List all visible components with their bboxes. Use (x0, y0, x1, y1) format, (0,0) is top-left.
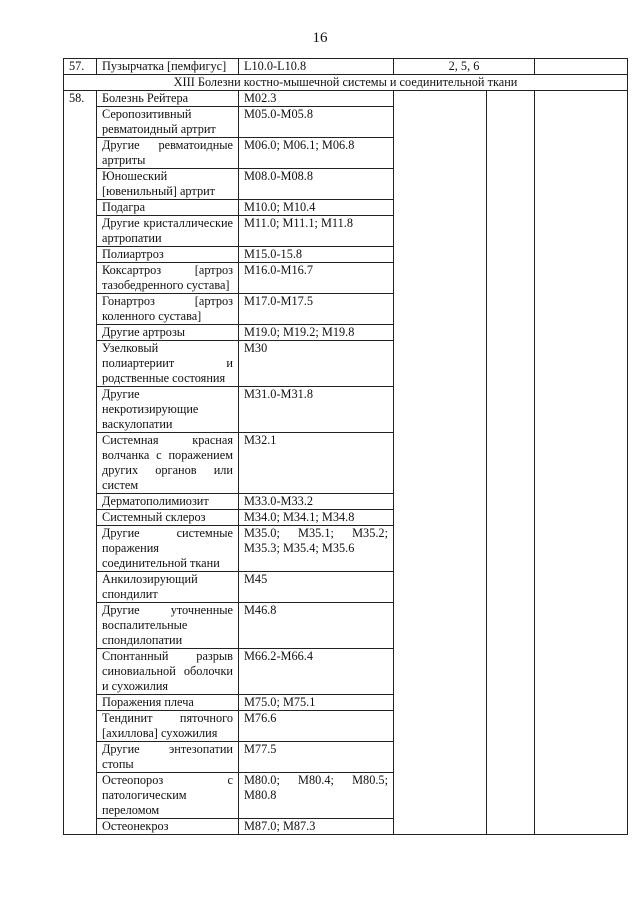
row-number: 57. (64, 59, 97, 75)
icd-codes: M34.0; M34.1; M34.8 (239, 510, 394, 526)
disease-name: Другие артрозы (97, 325, 239, 341)
disease-name: Дерматополимиозит (97, 494, 239, 510)
icd-codes: M19.0; M19.2; M19.8 (239, 325, 394, 341)
icd-codes: M80.0; M80.4; M80.5; M80.8 (239, 773, 394, 819)
disease-name: Другие кристаллические артропатии (97, 216, 239, 247)
icd-codes: M30 (239, 341, 394, 387)
icd-codes: M31.0-M31.8 (239, 387, 394, 433)
disease-name: Другие системные поражения соединительной ткани (97, 526, 239, 572)
row-number: 58. (64, 91, 97, 835)
icd-codes: M10.0; M10.4 (239, 200, 394, 216)
disease-name: Системная красная волчанка с поражением других органов или систем (97, 433, 239, 494)
icd-codes: M15.0-15.8 (239, 247, 394, 263)
disease-name: Анкилозирующий спондилит (97, 572, 239, 603)
disease-name: Узелковый полиартериит и родственные состояния (97, 341, 239, 387)
disease-name: Остеонекроз (97, 819, 239, 835)
disease-name: Другие энтезопатии стопы (97, 742, 239, 773)
icd-codes: M66.2-M66.4 (239, 649, 394, 695)
disease-name: Тендинит пяточного [ахиллова] сухожилия (97, 711, 239, 742)
disease-name: Юношеский [ювенильный] артрит (97, 169, 239, 200)
extra-values: 2, 5, 6 (394, 59, 535, 75)
icd-codes: M17.0-M17.5 (239, 294, 394, 325)
disease-name: Подагра (97, 200, 239, 216)
disease-name: Полиартроз (97, 247, 239, 263)
disease-name: Спонтанный разрыв синовиальной оболочки и сухожилия (97, 649, 239, 695)
disease-table (63, 58, 628, 835)
empty-column-f (487, 91, 535, 835)
disease-name: Другие некротизирующие васкулопатии (97, 387, 239, 433)
disease-name: Другие уточненные воспалительные спондилопатии (97, 603, 239, 649)
disease-name: Другие ревматоидные артриты (97, 138, 239, 169)
icd-codes: M87.0; M87.3 (239, 819, 394, 835)
icd-codes: L10.0-L10.8 (239, 59, 394, 75)
disease-name: Остеопороз с патологическим переломом (97, 773, 239, 819)
page-number: 16 (312, 30, 328, 46)
icd-codes: M32.1 (239, 433, 394, 494)
icd-codes: M46.8 (239, 603, 394, 649)
icd-codes: M33.0-M33.2 (239, 494, 394, 510)
section-title: XIII Болезни костно-мышечной системы и соединительной ткани (64, 75, 628, 91)
icd-codes: M02.3 (239, 91, 394, 107)
disease-name: Серопозитивный ревматоидный артрит (97, 107, 239, 138)
empty-column-g (535, 91, 628, 835)
icd-codes: M35.0; M35.1; M35.2; M35.3; M35.4; M35.6 (239, 526, 394, 572)
icd-codes: M45 (239, 572, 394, 603)
icd-codes: M77.5 (239, 742, 394, 773)
disease-name: Болезнь Рейтера (97, 91, 239, 107)
icd-codes: M06.0; M06.1; M06.8 (239, 138, 394, 169)
disease-name: Коксартроз [артроз тазобедренного сустава] (97, 263, 239, 294)
icd-codes: M11.0; M11.1; M11.8 (239, 216, 394, 247)
table-row-57 (64, 59, 628, 75)
disease-name: Пузырчатка [пемфигус] (97, 59, 239, 75)
disease-name: Системный склероз (97, 510, 239, 526)
icd-codes: M08.0-M08.8 (239, 169, 394, 200)
table-row (64, 91, 628, 107)
icd-codes: M76.6 (239, 711, 394, 742)
disease-name: Гонартроз [артроз коленного сустава] (97, 294, 239, 325)
icd-codes: M75.0; M75.1 (239, 695, 394, 711)
empty-cell (535, 59, 628, 75)
icd-codes: M05.0-M05.8 (239, 107, 394, 138)
icd-codes: M16.0-M16.7 (239, 263, 394, 294)
section-row (64, 75, 628, 91)
disease-name: Поражения плеча (97, 695, 239, 711)
empty-column-e (394, 91, 487, 835)
